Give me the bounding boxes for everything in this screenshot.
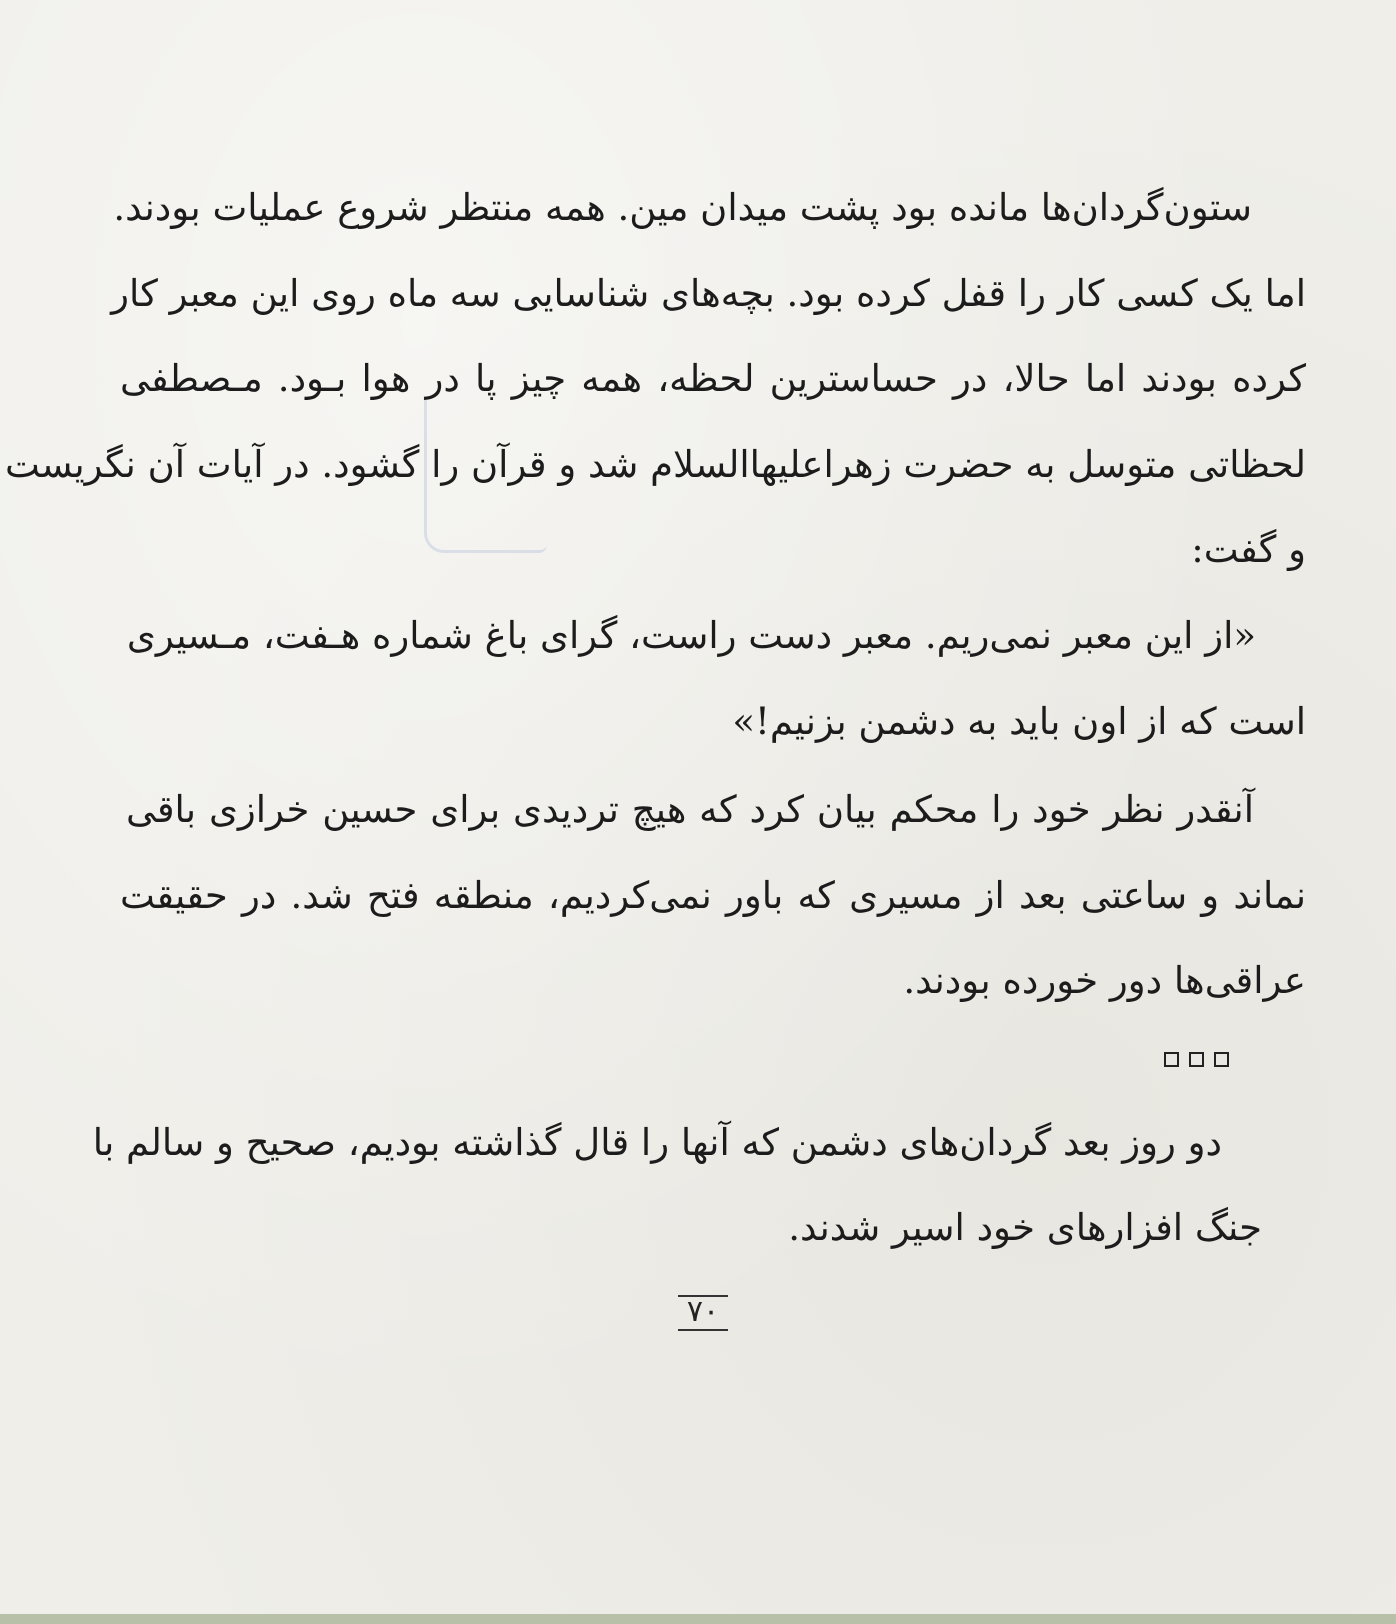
paragraph-1-line-1: ستون‌گردان‌ها مانده بود پشت میدان مین. همه منتظر شروع عملیات بودند.	[113, 186, 1252, 229]
paragraph-1-line-4: لحظاتی متوسل به حضرت زهرا‌علیهاالسلام شد و قرآن را گشود. در آیات آن نگریست	[5, 443, 1306, 486]
quote	[120, 613, 1306, 753]
paragraph-2-line-2: نماند و ساعتی بعد از مسیری که باور نمی‌کردیم، منطقه فتح شد. در حقیقت	[120, 874, 1306, 917]
paragraph-2-line-1: آنقدر نظر خود را محکم بیان کرد که هیچ تردیدی برای حسین خرازی باقی	[126, 788, 1254, 831]
page-number: ۷۰	[678, 1295, 728, 1331]
paragraph-3-line-2: جنگ افزارهای خود اسیر شدند.	[788, 1206, 1262, 1249]
paragraph-2-line-3: عراقی‌ها دور خورده بودند.	[903, 959, 1306, 1002]
bottom-edge	[0, 1614, 1396, 1624]
paragraph-3-line-1: دو روز بعد گردان‌های دشمن که آنها را قال گذاشته بودیم، صحیح و سالم با	[92, 1121, 1222, 1164]
section-separator	[1164, 1052, 1229, 1067]
paragraph-2	[120, 787, 1306, 1007]
paragraph-1-line-5: و گفت:	[1191, 528, 1306, 571]
separator-square	[1164, 1052, 1179, 1067]
quote-line-1: «از این معبر نمی‌ریم. معبر دست راست، گرای باغ شماره هـفت، مـسیری	[126, 614, 1256, 657]
paragraph-1	[5, 185, 1306, 585]
paragraph-3	[92, 1120, 1262, 1260]
separator-square	[1189, 1052, 1204, 1067]
separator-square	[1214, 1052, 1229, 1067]
quote-line-2: است که از اون باید به دشمن بزنیم!»	[732, 700, 1306, 743]
paragraph-1-line-2: اما یک کسی کار را قفل کرده بود. بچه‌های شناسایی سه ماه روی این معبر کار	[111, 272, 1306, 315]
paragraph-1-line-3: کرده بودند اما حالا، در حساسترین لحظه، همه چیز پا در هوا بـود. مـصطفی	[120, 357, 1306, 400]
